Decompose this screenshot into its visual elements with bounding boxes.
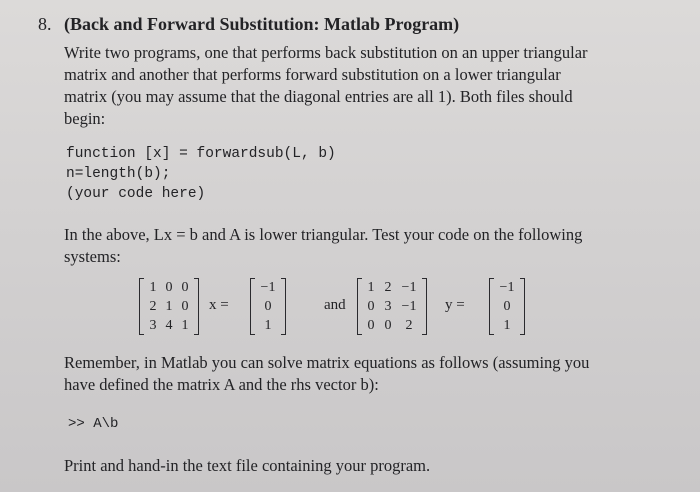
matrix-upper-cell: −1 [401, 280, 417, 295]
matrix-lower [140, 278, 198, 335]
matrix-upper-cell: 2 [384, 280, 392, 295]
closing-instruction: Print and hand-in the text file containing your program. [64, 456, 431, 475]
test-line-2: systems: [64, 247, 121, 266]
matrix-upper-cell: 3 [384, 299, 392, 314]
matrix-lower-cell: 4 [165, 318, 173, 333]
rhs-vector-2-cell: 0 [503, 299, 511, 314]
matrix-upper-cell: 2 [405, 318, 413, 333]
test-line-1: In the above, Lx = b and A is lower triangular. Test your code on the following [64, 225, 583, 244]
matrix-lower-cell: 1 [165, 299, 173, 314]
matrix-upper-cell: −1 [401, 299, 417, 314]
matrix-lower-cell: 1 [181, 318, 189, 333]
and-label: and [324, 297, 346, 313]
matrix-upper-cell: 1 [367, 280, 375, 295]
matrix-upper-cell: 0 [367, 318, 375, 333]
code-line-1: function [x] = forwardsub(L, b) [66, 146, 336, 162]
rhs-vector-1-cell: 0 [264, 299, 272, 314]
remember-line-1: Remember, in Matlab you can solve matrix equations as follows (assuming you [64, 353, 590, 372]
intro-line-4: begin: [64, 109, 106, 128]
remember-line-2: have defined the matrix A and the rhs vector b): [64, 375, 379, 394]
rhs-vector-2-cell: −1 [499, 280, 515, 295]
rhs-vector-1-cell: 1 [264, 318, 272, 333]
matrix-lower-cell: 0 [181, 280, 189, 295]
code-line-2: n=length(b); [66, 166, 171, 182]
rhs-vector-2-cell: 1 [503, 318, 511, 333]
intro-line-2: matrix and another that performs forward substitution on a lower triangular [64, 65, 561, 84]
rhs-vector-1-cell: −1 [260, 280, 276, 295]
variable-x: x = [209, 297, 229, 313]
intro-line-1: Write two programs, one that performs back substitution on an upper triangular [64, 43, 588, 62]
question-number: 8. [38, 14, 52, 34]
rhs-vector-1 [251, 278, 285, 335]
matrix-lower-cell: 2 [149, 299, 157, 314]
matrix-lower-cell: 3 [149, 318, 157, 333]
matrix-upper-cell: 0 [367, 299, 375, 314]
matrix-lower-cell: 1 [149, 280, 157, 295]
variable-y: y = [445, 297, 465, 313]
matrix-lower-cell: 0 [181, 299, 189, 314]
matrix-lower-cell: 0 [165, 280, 173, 295]
question-title: (Back and Forward Substitution: Matlab Program) [64, 14, 460, 34]
matrix-upper [358, 278, 426, 335]
matrix-upper-cell: 0 [384, 318, 392, 333]
intro-line-3: matrix (you may assume that the diagonal entries are all 1). Both files should [64, 87, 573, 106]
rhs-vector-2 [490, 278, 524, 335]
code-line-3: (your code here) [66, 186, 206, 202]
matlab-command: >> A\b [68, 416, 119, 432]
